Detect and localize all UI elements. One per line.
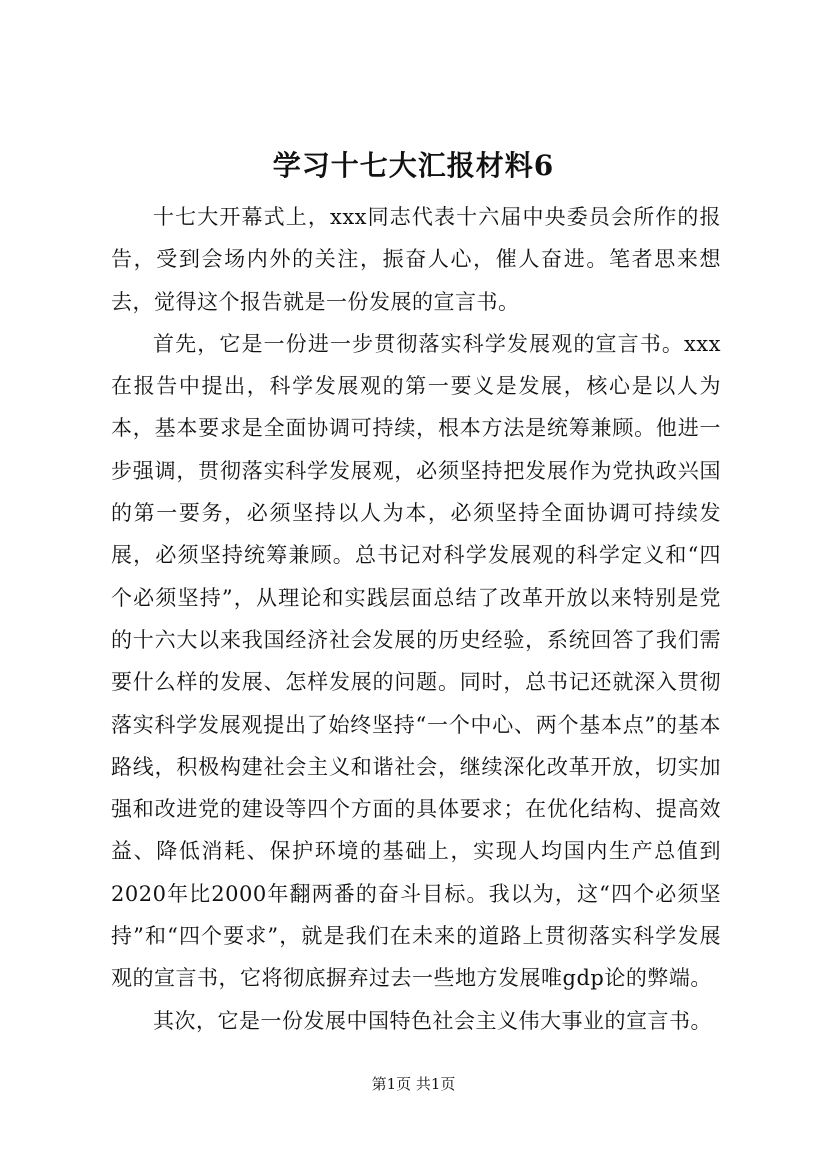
page-number-footer: 第1页 共1页 <box>371 1075 456 1093</box>
paragraph: 十七大开幕式上，xxx同志代表十六届中央委员会所作的报告，受到会场内外的关注，振奋人心，催人奋进。笔者思来想去，觉得这个报告就是一份发展的宣言书。 <box>111 205 721 314</box>
document-body <box>111 196 721 1042</box>
paragraph: 其次，它是一份发展中国特色社会主义伟大事业的宣言书。 <box>153 1008 712 1033</box>
document-title: 学习十七大汇报材料6 <box>272 149 555 182</box>
paragraph: 首先，它是一份进一步贯彻落实科学发展观的宣言书。xxx在报告中提出，科学发展观的第一要义是发展，核心是以人为本，基本要求是全面协调可持续，根本方法是统筹兼顾。他进一步强调，贯彻落实科学发展观，必须坚持把发展作为党执政兴国的第一要务，必须坚持以人为本，必须坚持全面协调可持续发展，必须坚持统筹兼顾。总书记对科学发展观的科学定义和“四个必须坚持”，从理论和实践层面总结了改革开放以来特别是党的十六大以来我国经济社会发展的历史经验，系统回答了我们需要什么样的发展、怎样发展的问题。同时，总书记还就深入贯彻落实科学发展观提出了始终坚持“一个中心、两个基本点”的基本路线，积极构建社会主义和谐社会，继续深化改革开放，切实加强和改进党的建设等四个方面的具体要求；在优化结构、提高效益、降低消耗、保护环境的基础上，实现人均国内生产总值到2020年比2000年翻两番的奋斗目标。我以为，这“四个必须坚持”和“四个要求”，就是我们在未来的道路上贯彻落实科学发展观的宣言书，它将彻底摒弃过去一些地方发展唯gdp论的弊端。 <box>111 331 721 991</box>
